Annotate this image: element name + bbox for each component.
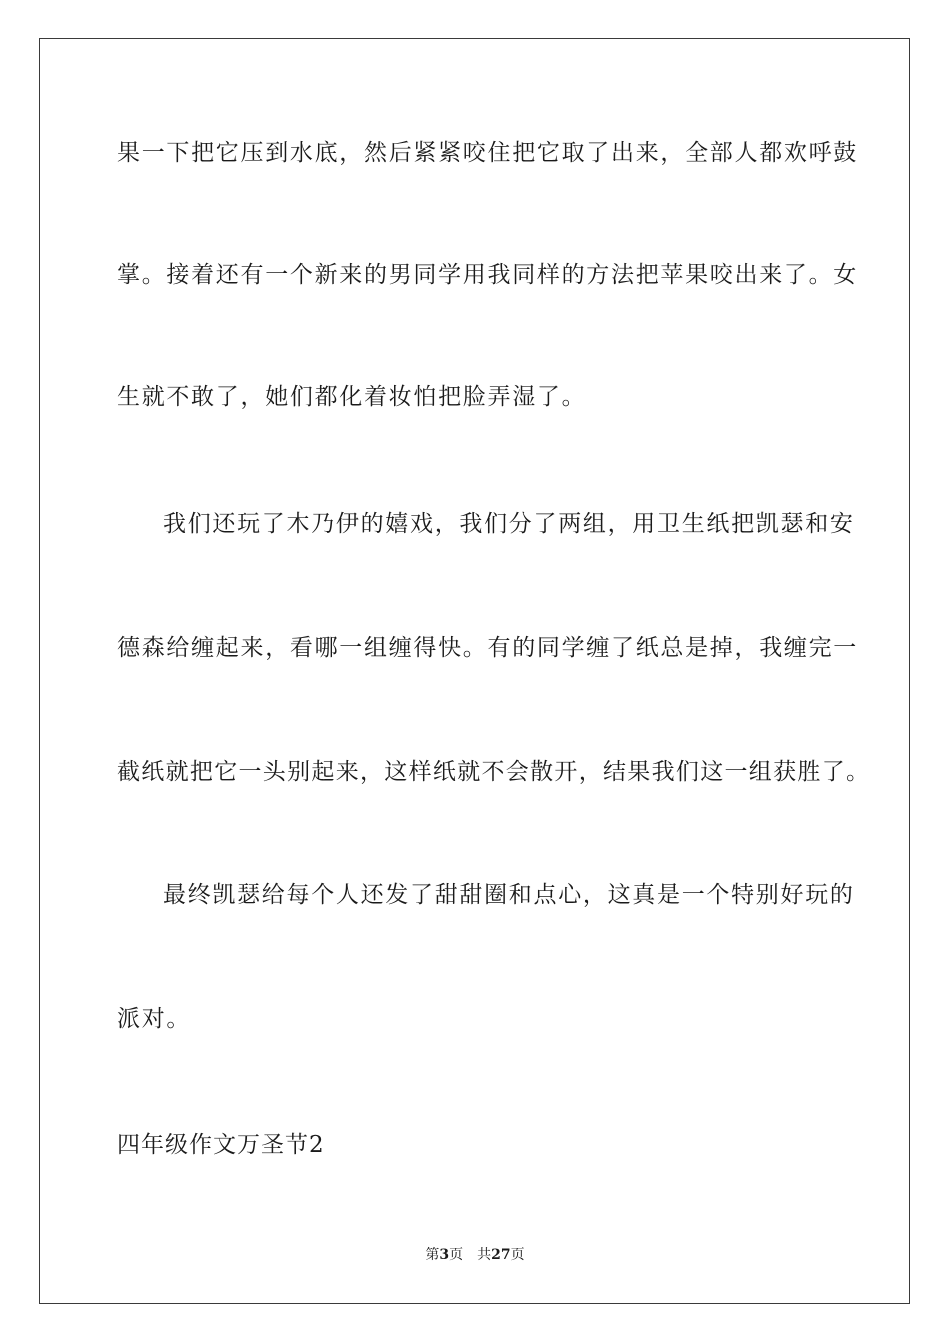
footer-page-number: 3 <box>439 1247 450 1263</box>
body-line: 生就不敢了，她们都化着妆怕把脸弄湿了。 <box>117 384 587 410</box>
footer-total-prefix: 共 <box>477 1247 492 1263</box>
page-footer <box>0 1246 950 1264</box>
body-line: 截纸就把它一头别起来，这样纸就不会散开，结果我们这一组获胜了。 <box>117 759 871 785</box>
paragraph-first-line: 我们还玩了木乃伊的嬉戏，我们分了两组，用卫生纸把凯瑟和安 <box>163 511 855 537</box>
footer-page-suffix: 页 <box>449 1247 464 1263</box>
essay-heading: 四年级作文万圣节2 <box>117 1132 325 1158</box>
body-line: 德森给缠起来，看哪一组缠得快。有的同学缠了纸总是掉，我缠完一 <box>117 635 858 661</box>
footer-total-suffix: 页 <box>510 1247 525 1263</box>
page-border <box>39 38 910 1304</box>
footer-page-prefix: 第 <box>425 1247 440 1263</box>
paragraph-first-line: 最终凯瑟给每个人还发了甜甜圈和点心，这真是一个特别好玩的 <box>163 882 855 908</box>
body-line: 掌。接着还有一个新来的男同学用我同样的方法把苹果咬出来了。女 <box>117 262 858 288</box>
body-line: 派对。 <box>117 1006 192 1032</box>
body-line: 果一下把它压到水底，然后紧紧咬住把它取了出来，全部人都欢呼鼓 <box>117 140 858 166</box>
footer-total-pages: 27 <box>491 1247 511 1263</box>
